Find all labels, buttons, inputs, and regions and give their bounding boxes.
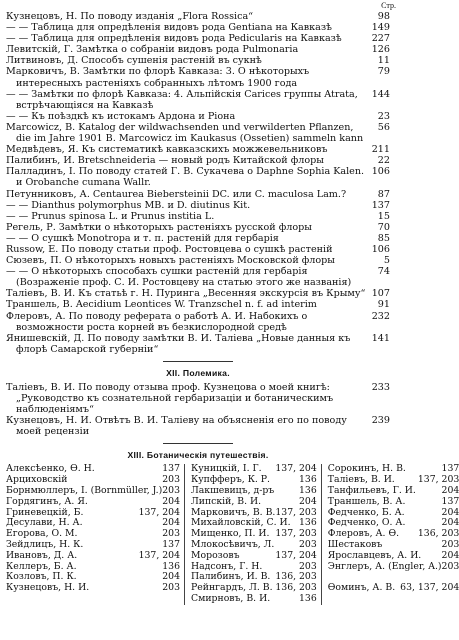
entry-title: Флеровъ, А. По поводу реферата о работѣ А. И. Набокихъ о возможности роста корней въ безкислородной средѣ xyxy=(6,310,308,333)
entry-page-number: 137 xyxy=(371,199,390,211)
entry-title: Левитскій, Г. Замѣтка о собраніи видовъ рода Pulmonaria xyxy=(6,44,299,56)
index-name: Морозовъ xyxy=(191,549,240,561)
index-entry xyxy=(328,562,459,573)
index-name: Федченко, Б. А. xyxy=(327,506,405,518)
index-name: Липскій, В. И. xyxy=(191,495,262,507)
entry-page-number: 22 xyxy=(377,155,390,167)
entry-title: — — Замѣтки по флорѣ Кавказа: 4. Альпійскія Carices группы Atrata, встрѣчающіяся на Кавказѣ xyxy=(6,88,358,111)
table-of-contents xyxy=(6,11,459,605)
index-name: Алексѣенко, Ѳ. Н. xyxy=(6,463,95,475)
entry-title: — — Къ поѣздкѣ къ истокамъ Ардона и Ріона xyxy=(6,110,236,122)
contents-entry xyxy=(6,55,390,66)
index-name: Надсонъ, Г. Н. xyxy=(191,560,263,572)
index-pages: 204 xyxy=(441,484,459,496)
index-name: Сорокинъ, Н. В. xyxy=(327,463,406,475)
entry-page-number: 5 xyxy=(383,255,390,267)
index-name: Палибинъ, И. В. xyxy=(191,571,271,583)
index-column xyxy=(322,464,459,604)
index-name: Десулави, Н. А. xyxy=(6,517,83,529)
index-pages: 137, 203 xyxy=(275,528,317,540)
entry-title: Marcowicz, B. Katalog der wildwachsenden und verwilderten Pflanzen, die im Jahre 1901 B. Marcowicz im Kaukasus (Ossetien) sammeln kann xyxy=(6,121,364,145)
contents-entry xyxy=(6,415,390,437)
contents-entry xyxy=(6,11,390,22)
entry-page-number: 144 xyxy=(371,88,390,100)
index-pages: 204 xyxy=(162,495,180,507)
index-entry xyxy=(6,497,180,508)
polemics-entries xyxy=(6,382,390,437)
entry-title: — — О нѣкоторыхъ способахъ сушки растеній для гербарія (Возраженіе проф. С. И. Ростовцеву на статью этого же названія) xyxy=(6,266,352,289)
section-divider xyxy=(163,361,233,362)
section-heading-travels: XIII. Ботаническія путешествія. xyxy=(127,450,269,461)
contents-entry xyxy=(6,89,390,111)
index-name: Танфильевъ, Г. И. xyxy=(327,484,416,496)
entry-title: Палибинъ, И. Bretschneideria — новый родъ Китайской флоры xyxy=(6,155,324,167)
contents-entry xyxy=(6,166,390,188)
entry-page-number: 126 xyxy=(371,44,390,56)
index-pages: 203 xyxy=(162,474,180,486)
contents-entry xyxy=(6,266,390,288)
index-pages: 204 xyxy=(299,495,317,507)
contents-entry xyxy=(6,288,390,299)
index-name: Егорова, О. М. xyxy=(6,528,78,540)
contents-entry xyxy=(6,111,390,122)
index-pages: 203 xyxy=(441,538,459,550)
index-pages: 136, 203 xyxy=(275,582,317,594)
index-pages: 137, 204 xyxy=(275,463,317,475)
index-entry xyxy=(328,497,459,508)
index-entry xyxy=(191,551,317,562)
index-name: Ѳоминъ, А. В. xyxy=(327,582,396,594)
entry-title: — — Таблица для опредѣленія видовъ рода Pedicularis на Кавказѣ xyxy=(6,33,342,45)
index-pages: 136 xyxy=(162,560,180,572)
section-heading-polemics: XII. Полемика. xyxy=(166,367,230,378)
index-name: Марковичъ, В. В. xyxy=(191,506,276,518)
index-name: Флеровъ, А. Ѳ. xyxy=(327,528,400,540)
entry-page-number: 211 xyxy=(371,144,390,156)
index-pages: 204 xyxy=(441,517,459,529)
entry-title: Таліевъ, В. И. По поводу отзыва проф. Кузнецова о моей книгѣ: „Руководство къ сознательной гербаризаціи и ботаническимъ наблюденіямъ“ xyxy=(6,381,334,416)
index-name: Зейдлицъ, Н. К. xyxy=(6,538,84,550)
contents-entry xyxy=(6,244,390,255)
index-entry xyxy=(191,497,317,508)
index-name: Млокосѣвичъ, Л. xyxy=(191,538,275,550)
entry-page-number: 56 xyxy=(377,121,390,133)
entry-page-number: 15 xyxy=(377,210,390,222)
index-name: Лакшевицъ, д-ръ xyxy=(191,484,275,496)
index-name: Гриневецкій, Б. xyxy=(6,506,84,518)
entry-page-number: 232 xyxy=(371,310,390,322)
travel-name-index xyxy=(6,463,459,604)
index-pages: 203 xyxy=(162,528,180,540)
index-column xyxy=(185,464,322,604)
entry-title: — — Prunus spinosa L. и Prunus institia L. xyxy=(6,210,215,222)
index-name: Михайловскій, С. И. xyxy=(191,517,291,529)
index-pages: 137, 203 xyxy=(417,474,459,486)
contents-entry xyxy=(6,200,390,211)
contents-entry xyxy=(6,122,390,144)
index-name: Куницкій, I. Г. xyxy=(191,463,262,475)
contents-entry xyxy=(6,22,390,33)
index-pages: 203 xyxy=(299,538,317,550)
index-entry xyxy=(6,583,180,594)
index-pages: 137 xyxy=(441,495,459,507)
entry-page-number: 85 xyxy=(377,232,390,244)
index-pages: 136, 203 xyxy=(417,528,459,540)
index-name: Козловъ, П. К. xyxy=(6,571,77,583)
entry-title: Марковичъ, В. Замѣтки по флорѣ Кавказа: 3. О нѣкоторыхъ интересныхъ растеніяхъ собранныхъ лѣтомъ 1900 года xyxy=(6,66,310,89)
contents-entry xyxy=(6,211,390,222)
index-name: Таліевъ, В. И. xyxy=(327,474,395,486)
contents-entry xyxy=(6,233,390,244)
index-pages: 137 xyxy=(441,463,459,475)
contents-entry xyxy=(6,189,390,200)
entry-page-number: 23 xyxy=(377,110,390,122)
index-entry xyxy=(191,594,317,605)
contents-entries xyxy=(6,11,390,355)
index-name: Рейнгардъ, Л. В. xyxy=(191,582,273,594)
index-pages: 204 xyxy=(162,517,180,529)
index-name: Федченко, О. А. xyxy=(327,517,406,529)
contents-entry xyxy=(6,333,390,355)
entry-title: Таліевъ, В. И. Къ статьѣ г. Н. Пуринга „Весенняя экскурсія въ Крыму“ xyxy=(6,288,366,300)
section-divider xyxy=(163,443,233,444)
entry-page-number: 91 xyxy=(377,299,390,311)
entry-title: Петунниковъ, А. Centaurea Biebersteinii DC. или C. maculosa Lam.? xyxy=(6,188,347,200)
entry-page-number: 107 xyxy=(371,288,390,300)
index-name: Мищенко, П. И. xyxy=(191,528,270,540)
entry-title: Янишевскій, Д. По поводу замѣтки В. И. Таліева „Новые данныя къ флорѣ Самарской губерніи“ xyxy=(6,332,351,355)
entry-page-number: 70 xyxy=(377,221,390,233)
contents-entry xyxy=(6,155,390,166)
index-name: Арциховскій xyxy=(6,474,68,486)
contents-entry xyxy=(6,222,390,233)
entry-page-number: 106 xyxy=(371,166,390,178)
index-pages: 136 xyxy=(299,517,317,529)
index-name: Энглеръ, А. (Engler, A.) xyxy=(327,560,442,572)
index-pages: 136 xyxy=(299,484,317,496)
entry-title: Литвиновъ, Д. Способъ сушенія растеній въ сукнѣ xyxy=(6,55,262,67)
index-entry xyxy=(6,551,180,562)
contents-entry xyxy=(6,255,390,266)
contents-entry xyxy=(6,33,390,44)
entry-page-number: 74 xyxy=(377,266,390,278)
entry-page-number: 79 xyxy=(377,66,390,78)
index-entry xyxy=(328,583,459,594)
entry-page-number: 141 xyxy=(371,332,390,344)
index-pages: 203 xyxy=(441,560,459,572)
contents-entry xyxy=(6,382,390,415)
index-name: Кузнецовъ, Н. И. xyxy=(6,582,90,594)
entry-page-number: 239 xyxy=(371,415,390,427)
index-entry xyxy=(328,551,459,562)
index-column xyxy=(6,464,185,604)
page-column-label: Стр. xyxy=(381,1,396,10)
index-pages: 203 xyxy=(299,560,317,572)
entry-page-number: 149 xyxy=(371,22,390,34)
index-pages: 136 xyxy=(299,474,317,486)
entry-title: — — О сушкѣ Monotropa и т. п. растеній для гербарія xyxy=(6,232,279,244)
index-pages: 203 xyxy=(162,582,180,594)
contents-entry xyxy=(6,144,390,155)
index-pages: 63, 137, 204 xyxy=(400,582,459,594)
entry-title: Сюзевъ, П. О нѣкоторыхъ новыхъ растеніяхъ Московской флоры xyxy=(6,255,335,267)
entry-page-number: 106 xyxy=(371,243,390,255)
index-pages: 137 xyxy=(162,538,180,550)
entry-title: Кузнецовъ, Н. По поводу изданія „Flora Rossica“ xyxy=(6,11,254,22)
entry-page-number: 11 xyxy=(377,55,390,67)
entry-page-number: 233 xyxy=(371,381,390,393)
contents-entry xyxy=(6,44,390,55)
entry-title: Траншель, В. Aecidium Leonticеs W. Tranzschel n. f. ad interim xyxy=(6,299,317,311)
entry-page-number: 227 xyxy=(371,33,390,45)
entry-page-number: 98 xyxy=(377,11,390,22)
index-pages: 204 xyxy=(441,506,459,518)
entry-title: Russow, E. По поводу статьи проф. Ростовцева о сушкѣ растеній xyxy=(6,243,333,255)
contents-entry xyxy=(6,66,390,88)
index-name: Гордягинъ, А. Я. xyxy=(6,495,88,507)
entry-title: Кузнецовъ, Н. И. Отвѣтъ В. И. Таліеву на объясненія его по поводу моей рецензіи xyxy=(6,415,347,438)
entry-title: — — Таблица для опредѣленія видовъ рода Gentiana на Кавказѣ xyxy=(6,22,332,34)
index-name: Шестаковъ xyxy=(327,538,383,550)
index-name: Купфферъ, К. Р. xyxy=(191,474,271,486)
contents-entry xyxy=(6,299,390,310)
index-pages: 203 xyxy=(162,484,180,496)
entry-page-number: 87 xyxy=(377,188,390,200)
index-pages: 137, 204 xyxy=(138,506,180,518)
index-pages: 204 xyxy=(162,571,180,583)
index-pages: 137, 204 xyxy=(275,549,317,561)
index-pages: 204 xyxy=(441,549,459,561)
index-pages: 136 xyxy=(299,592,317,604)
index-name: Келлеръ, Б. А. xyxy=(6,560,77,572)
contents-entry xyxy=(6,311,390,333)
index-name: Ярославцевъ, А. И. xyxy=(327,549,422,561)
index-name: Борнмюллеръ, I. (Bornmüller, J.) xyxy=(6,484,163,496)
entry-title: Палладинъ, I. По поводу статей Г. В. Сукачева о Daphne Sophia Kalen. и Orobanche cumana Wallr. xyxy=(6,166,365,189)
index-pages: 137, 204 xyxy=(138,549,180,561)
entry-title: Регель, Р. Замѣтки о нѣкоторыхъ растеніяхъ русской флоры xyxy=(6,221,312,233)
entry-title: — — Dianthus polymorphus MB. и D. diutinus Kit. xyxy=(6,199,251,211)
index-name: Смирновъ, В. И. xyxy=(191,592,271,604)
index-name: Ивановъ, Д. А. xyxy=(6,549,78,561)
index-pages: 136, 203 xyxy=(275,571,317,583)
index-name: Траншель, В. А. xyxy=(327,495,406,507)
index-pages: 137 xyxy=(162,463,180,475)
index-pages: 137, 203 xyxy=(275,506,317,518)
entry-title: Медвѣдевъ, Я. Къ систематикѣ кавказскихъ можжевельниковъ xyxy=(6,144,328,156)
